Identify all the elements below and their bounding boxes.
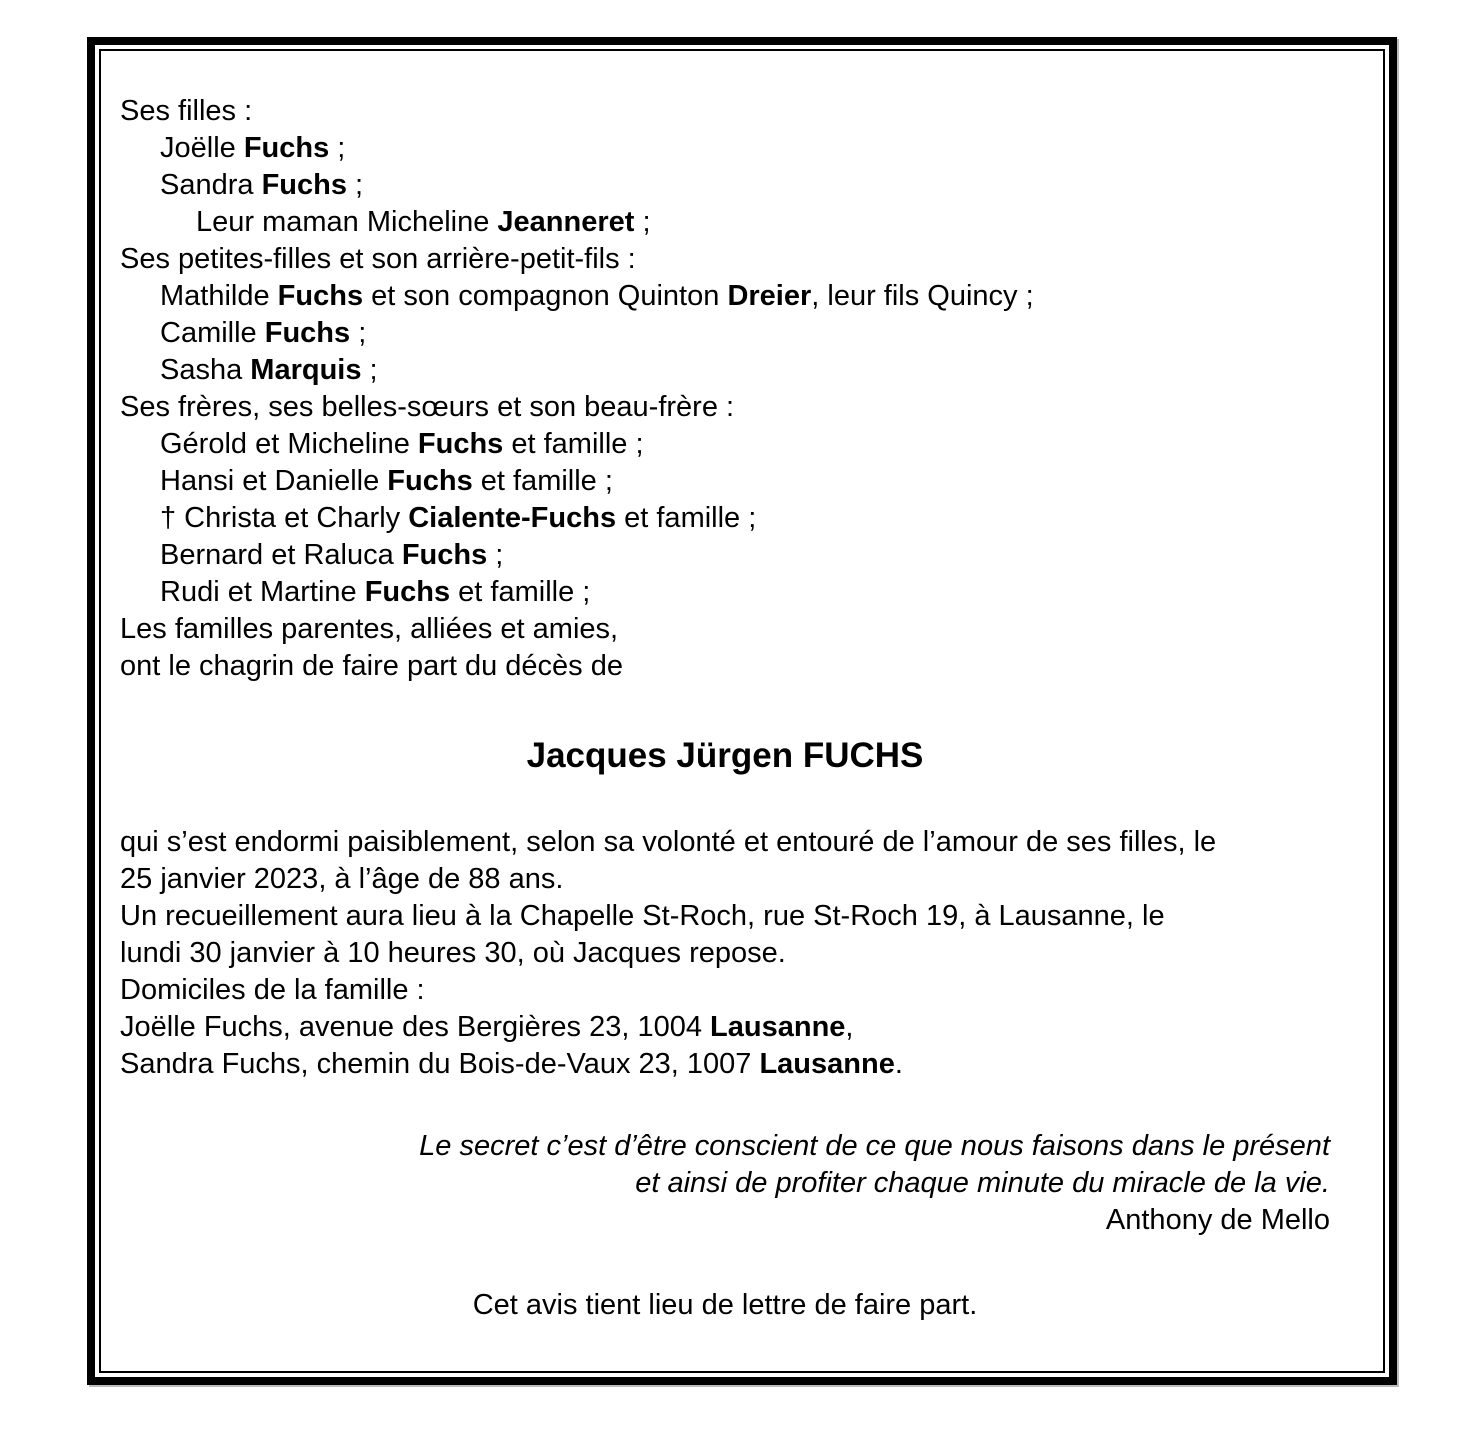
surname-bold: Lausanne [759, 1048, 895, 1080]
text-run: , [845, 1011, 854, 1043]
family-line [120, 574, 1330, 611]
text-run: et famille ; [503, 428, 644, 460]
text-run: , leur fils Quincy ; [811, 280, 1034, 312]
quote-lines [120, 1128, 1330, 1202]
quote-section [120, 1128, 1330, 1239]
family-line [120, 278, 1330, 315]
family-line [120, 537, 1330, 574]
family-line [120, 389, 1330, 426]
deceased-name: Jacques Jürgen FUCHS [526, 736, 924, 775]
surname-bold: Fuchs [243, 132, 330, 164]
surname-bold: Fuchs [261, 169, 347, 201]
quote-attribution: Anthony de Mello [1105, 1204, 1330, 1236]
text-run: ont le chagrin de faire part du décès de [120, 650, 623, 682]
closing-line: Cet avis tient lieu de lettre de faire part. [472, 1289, 978, 1321]
text-run: Hansi et Danielle [160, 465, 388, 497]
text-run: et ainsi de profiter chaque minute du miracle de la vie. [635, 1167, 1330, 1199]
text-run: et son compagnon Quinton [363, 280, 728, 312]
quote-line [120, 1128, 1330, 1165]
text-run: Camille [160, 317, 265, 349]
surname-bold: Fuchs [264, 317, 351, 349]
family-line [120, 130, 1330, 167]
surname-bold: Cialente-Fuchs [408, 502, 617, 534]
family-line [120, 241, 1330, 278]
text-run: Joëlle [160, 132, 244, 164]
text-run: Ses petites-filles et son arrière-petit-fils : [120, 243, 636, 275]
text-run: et famille ; [450, 576, 591, 608]
family-line [120, 204, 1330, 241]
quote-line [120, 1165, 1330, 1202]
surname-bold: Fuchs [364, 576, 451, 608]
family-line [120, 611, 1330, 648]
family-line [120, 352, 1330, 389]
text-run: et famille ; [472, 465, 613, 497]
surname-bold: Marquis [250, 354, 362, 386]
family-line [120, 426, 1330, 463]
text-run: et famille ; [616, 502, 757, 534]
surname-bold: Fuchs [387, 465, 473, 497]
family-line [120, 315, 1330, 352]
surname-bold: Fuchs [277, 280, 364, 312]
text-run: Les familles parentes, alliées et amies, [120, 613, 619, 645]
surname-bold: Jeanneret [497, 206, 635, 238]
body-line [120, 1046, 1330, 1083]
family-line [120, 463, 1330, 500]
text-run: lundi 30 janvier à 10 heures 30, où Jacques repose. [120, 937, 786, 969]
family-section [120, 93, 1330, 685]
text-run: Ses filles : [120, 95, 253, 127]
text-run: Mathilde [160, 280, 278, 312]
body-line [120, 1009, 1330, 1046]
text-run: Ses frères, ses belles-sœurs et son beau-frère : [120, 391, 735, 423]
surname-bold: Lausanne [710, 1011, 846, 1043]
text-run: . [894, 1048, 903, 1080]
text-run: Joëlle Fuchs, avenue des Bergières 23, 1004 [120, 1011, 711, 1043]
family-line [120, 93, 1330, 130]
text-run: ; [361, 354, 378, 386]
text-run: Bernard et Raluca [160, 539, 402, 571]
text-run: Sandra Fuchs, chemin du Bois-de-Vaux 23, 1007 [120, 1048, 760, 1080]
announcement-body [120, 824, 1330, 1083]
text-run: Domiciles de la famille : [120, 974, 425, 1006]
text-run: Gérold et Micheline [160, 428, 418, 460]
body-line [120, 935, 1330, 972]
family-line [120, 648, 1330, 685]
text-run: ; [329, 132, 346, 164]
body-line [120, 824, 1330, 861]
body-line [120, 898, 1330, 935]
text-run: Rudi et Martine [160, 576, 365, 608]
surname-bold: Fuchs [401, 539, 488, 571]
text-run: qui s’est endormi paisiblement, selon sa volonté et entouré de l’amour de ses filles, le [120, 826, 1217, 858]
body-line [120, 861, 1330, 898]
text-run: † Christa et Charly [160, 502, 409, 534]
text-run: 25 janvier 2023, à l’âge de 88 ans. [120, 863, 564, 895]
text-run: Le secret c’est d’être conscient de ce que nous faisons dans le présent [419, 1130, 1330, 1162]
text-run: Leur maman Micheline [196, 206, 498, 238]
obituary-content [99, 49, 1385, 1373]
text-run: Sandra [160, 169, 262, 201]
text-run: Un recueillement aura lieu à la Chapelle St-Roch, rue St-Roch 19, à Lausanne, le [120, 900, 1165, 932]
surname-bold: Fuchs [417, 428, 504, 460]
surname-bold: Dreier [727, 280, 812, 312]
text-run: ; [634, 206, 651, 238]
family-line [120, 167, 1330, 204]
text-run: ; [350, 317, 367, 349]
family-line [120, 500, 1330, 537]
text-run: Sasha [160, 354, 251, 386]
text-run: ; [487, 539, 504, 571]
double-border-frame [87, 37, 1397, 1385]
body-line [120, 972, 1330, 1009]
text-run: ; [346, 169, 364, 201]
